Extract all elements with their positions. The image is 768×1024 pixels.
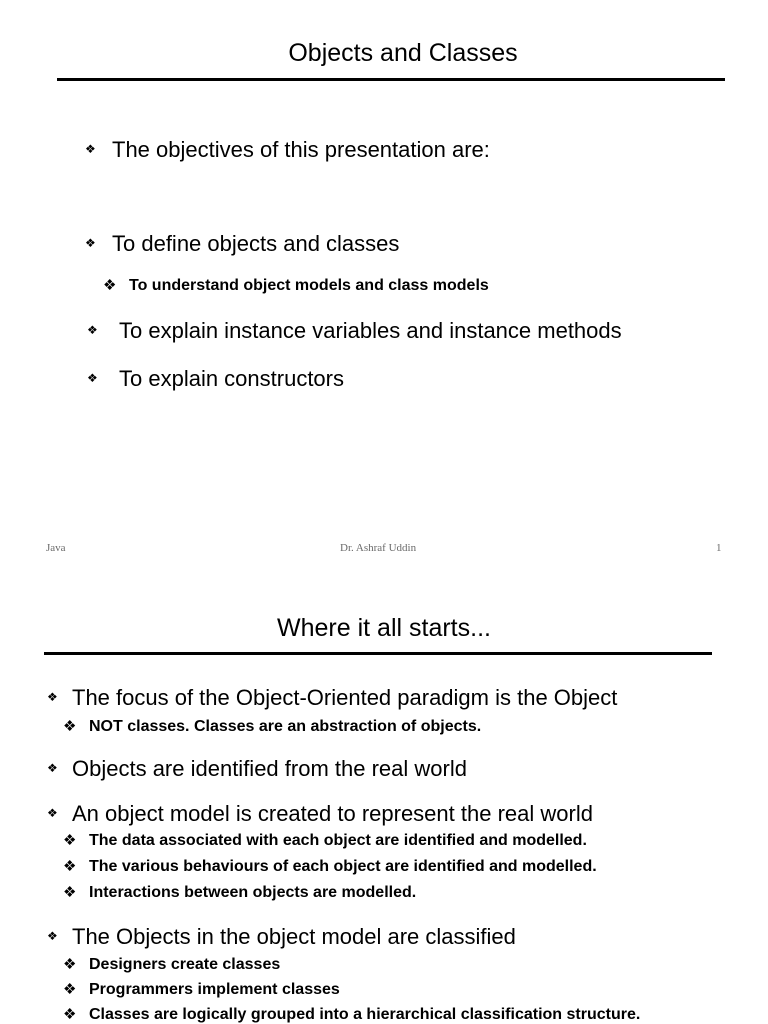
slide-1-objective-item: To explain instance variables and instance methods (119, 318, 622, 343)
bullet-icon: ❖ (63, 832, 77, 849)
slide-2-bullet-item: The focus of the Object-Oriented paradigm is the Object (72, 685, 618, 710)
slide-2-bullet-item: An object model is created to represent the real world (72, 801, 593, 826)
slide-1-title-rule (57, 78, 725, 81)
slide-2-bullet-item: The Objects in the object model are classified (72, 924, 516, 949)
slide-2-subbullet-item: Programmers implement classes (89, 981, 340, 998)
bullet-icon: ❖ (47, 929, 58, 943)
slide-2-subbullet-item: Classes are logically grouped into a hierarchical classification structure. (89, 1006, 641, 1023)
bullet-icon: ❖ (63, 956, 77, 973)
slide-2-subbullet-item: NOT classes. Classes are an abstraction of objects. (89, 718, 482, 735)
bullet-icon: ❖ (63, 981, 77, 998)
slide-2-bullet-item: Objects are identified from the real world (72, 756, 467, 781)
bullet-icon: ❖ (63, 1006, 77, 1023)
slide-1-title: Objects and Classes (288, 39, 518, 67)
bullet-icon: ❖ (47, 690, 58, 704)
bullet-icon: ❖ (87, 323, 98, 337)
slide-1-objective-item: To explain constructors (119, 366, 344, 391)
bullet-icon: ❖ (47, 806, 58, 820)
slide-2-subbullet-item: Designers create classes (89, 956, 281, 973)
slide-2-subbullet-item: The data associated with each object are identified and modelled. (89, 832, 587, 849)
slide-1-footer-left: Java (46, 542, 66, 554)
bullet-icon: ❖ (63, 718, 77, 735)
bullet-icon: ❖ (47, 761, 58, 775)
slide-2-title-rule (44, 652, 712, 655)
bullet-icon: ❖ (103, 277, 117, 294)
slide-2-title: Where it all starts... (277, 614, 491, 642)
slide-2-subbullet-item: Interactions between objects are modelled. (89, 884, 417, 901)
bullet-icon: ❖ (85, 236, 96, 250)
bullet-icon: ❖ (63, 858, 77, 875)
slide-1-objective-item: To understand object models and class models (129, 277, 489, 294)
slide-1-footer-center: Dr. Ashraf Uddin (340, 542, 417, 554)
bullet-icon: ❖ (87, 371, 98, 385)
slide-2-subbullet-item: The various behaviours of each object are identified and modelled. (89, 858, 597, 875)
slide-1-objective-item: To define objects and classes (112, 231, 400, 256)
slide-1-page-number: 1 (716, 542, 722, 554)
bullet-icon: ❖ (85, 142, 96, 156)
slide-1-objectives-intro: The objectives of this presentation are: (112, 137, 490, 162)
bullet-icon: ❖ (63, 884, 77, 901)
